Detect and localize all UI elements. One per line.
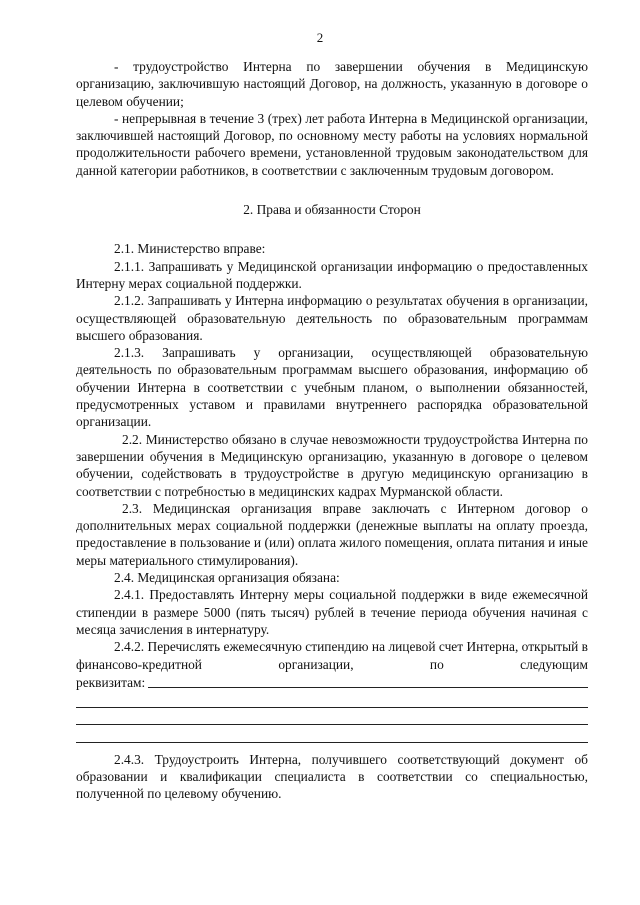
clause-2-4-2: 2.4.2. Перечислять ежемесячную стипендию на лицевой счет Интерна, открытый в финансово-кредитной организации, по следующим (76, 639, 588, 672)
requisites-line (76, 673, 588, 691)
clause-2-4: 2.4. Медицинская организация обязана: (114, 570, 340, 586)
page-number: 2 (316, 30, 324, 45)
clause-2-1: 2.1. Министерство вправе: (114, 241, 266, 257)
paragraph-employment: - трудоустройство Интерна по завершении обучения в Медицинскую организацию, заключившую настоящий Договор, на должность, указанную в договоре о целевом обучении; (76, 59, 588, 109)
clause-2-4-3: 2.4.3. Трудоустроить Интерна, получившего соответствующий документ об образовании и квалификации специалиста в соответствии со специальностью, полученной по целевому обучению. (76, 751, 588, 802)
requisites-fill-line[interactable] (148, 673, 588, 688)
paragraph-continuous-work: - непрерывная в течение 3 (трех) лет работа Интерна в Медицинской организации, заключившей настоящий Договор, по основному месту работы на условиях нормальной продолжительности рабочего времени, установленной трудовым законодательством для данной категории работников, в соответствии с заключенным трудовым договором. (76, 110, 588, 178)
requisites-blank-line-2[interactable] (76, 708, 588, 725)
clause-2-4-1: 2.4.1. Предоставлять Интерну меры социальной поддержки в виде ежемесячной стипендии в размере 5000 (пять тысяч) рублей в течение периода обучения начиная с месяца зачисления в интернатуру. (76, 587, 588, 637)
requisites-label: реквизитам: (76, 674, 146, 690)
clause-2-1-1: 2.1.1. Запрашивать у Медицинской организации информацию о предоставленных Интерну мерах социальной поддержки. (76, 258, 588, 291)
requisites-blank-line-3[interactable] (76, 725, 588, 742)
clause-2-3: 2.3. Медицинская организация вправе заключать с Интерном договор о дополнительных мерах социальной поддержки (денежные выплаты на оплату проезда, предоставление в пользование и (или) оплата жилого помещения, оплата питания и иные меры материального стимулирования). (76, 500, 588, 568)
clause-2-1-3: 2.1.3. Запрашивать у организации, осуществляющей образовательную деятельность по образовательным программам высшего образования, информацию об обучении Интерна в соответствии с учебным планом, о выполнении обязанностей, предусмотренных уставом и правилами внутреннего распорядка образовательной организации. (76, 345, 588, 430)
clause-2-1-2: 2.1.2. Запрашивать у Интерна информацию о результатах обучения в организации, осуществляющей образовательную деятельность по образовательным программам высшего образования. (76, 293, 588, 343)
section-heading: 2. Права и обязанности Сторон (243, 202, 421, 218)
document-body (76, 58, 588, 803)
requisites-blank-line-1[interactable] (76, 691, 588, 708)
clause-2-2: 2.2. Министерство обязано в случае невозможности трудоустройства Интерна по завершении обучения в Медицинскую организацию, указанную в договоре о целевом обучении, содействовать в трудоустройстве в другую медицинскую организацию в соответствии с потребностью в медицинских кадрах Мурманской области. (76, 431, 588, 499)
